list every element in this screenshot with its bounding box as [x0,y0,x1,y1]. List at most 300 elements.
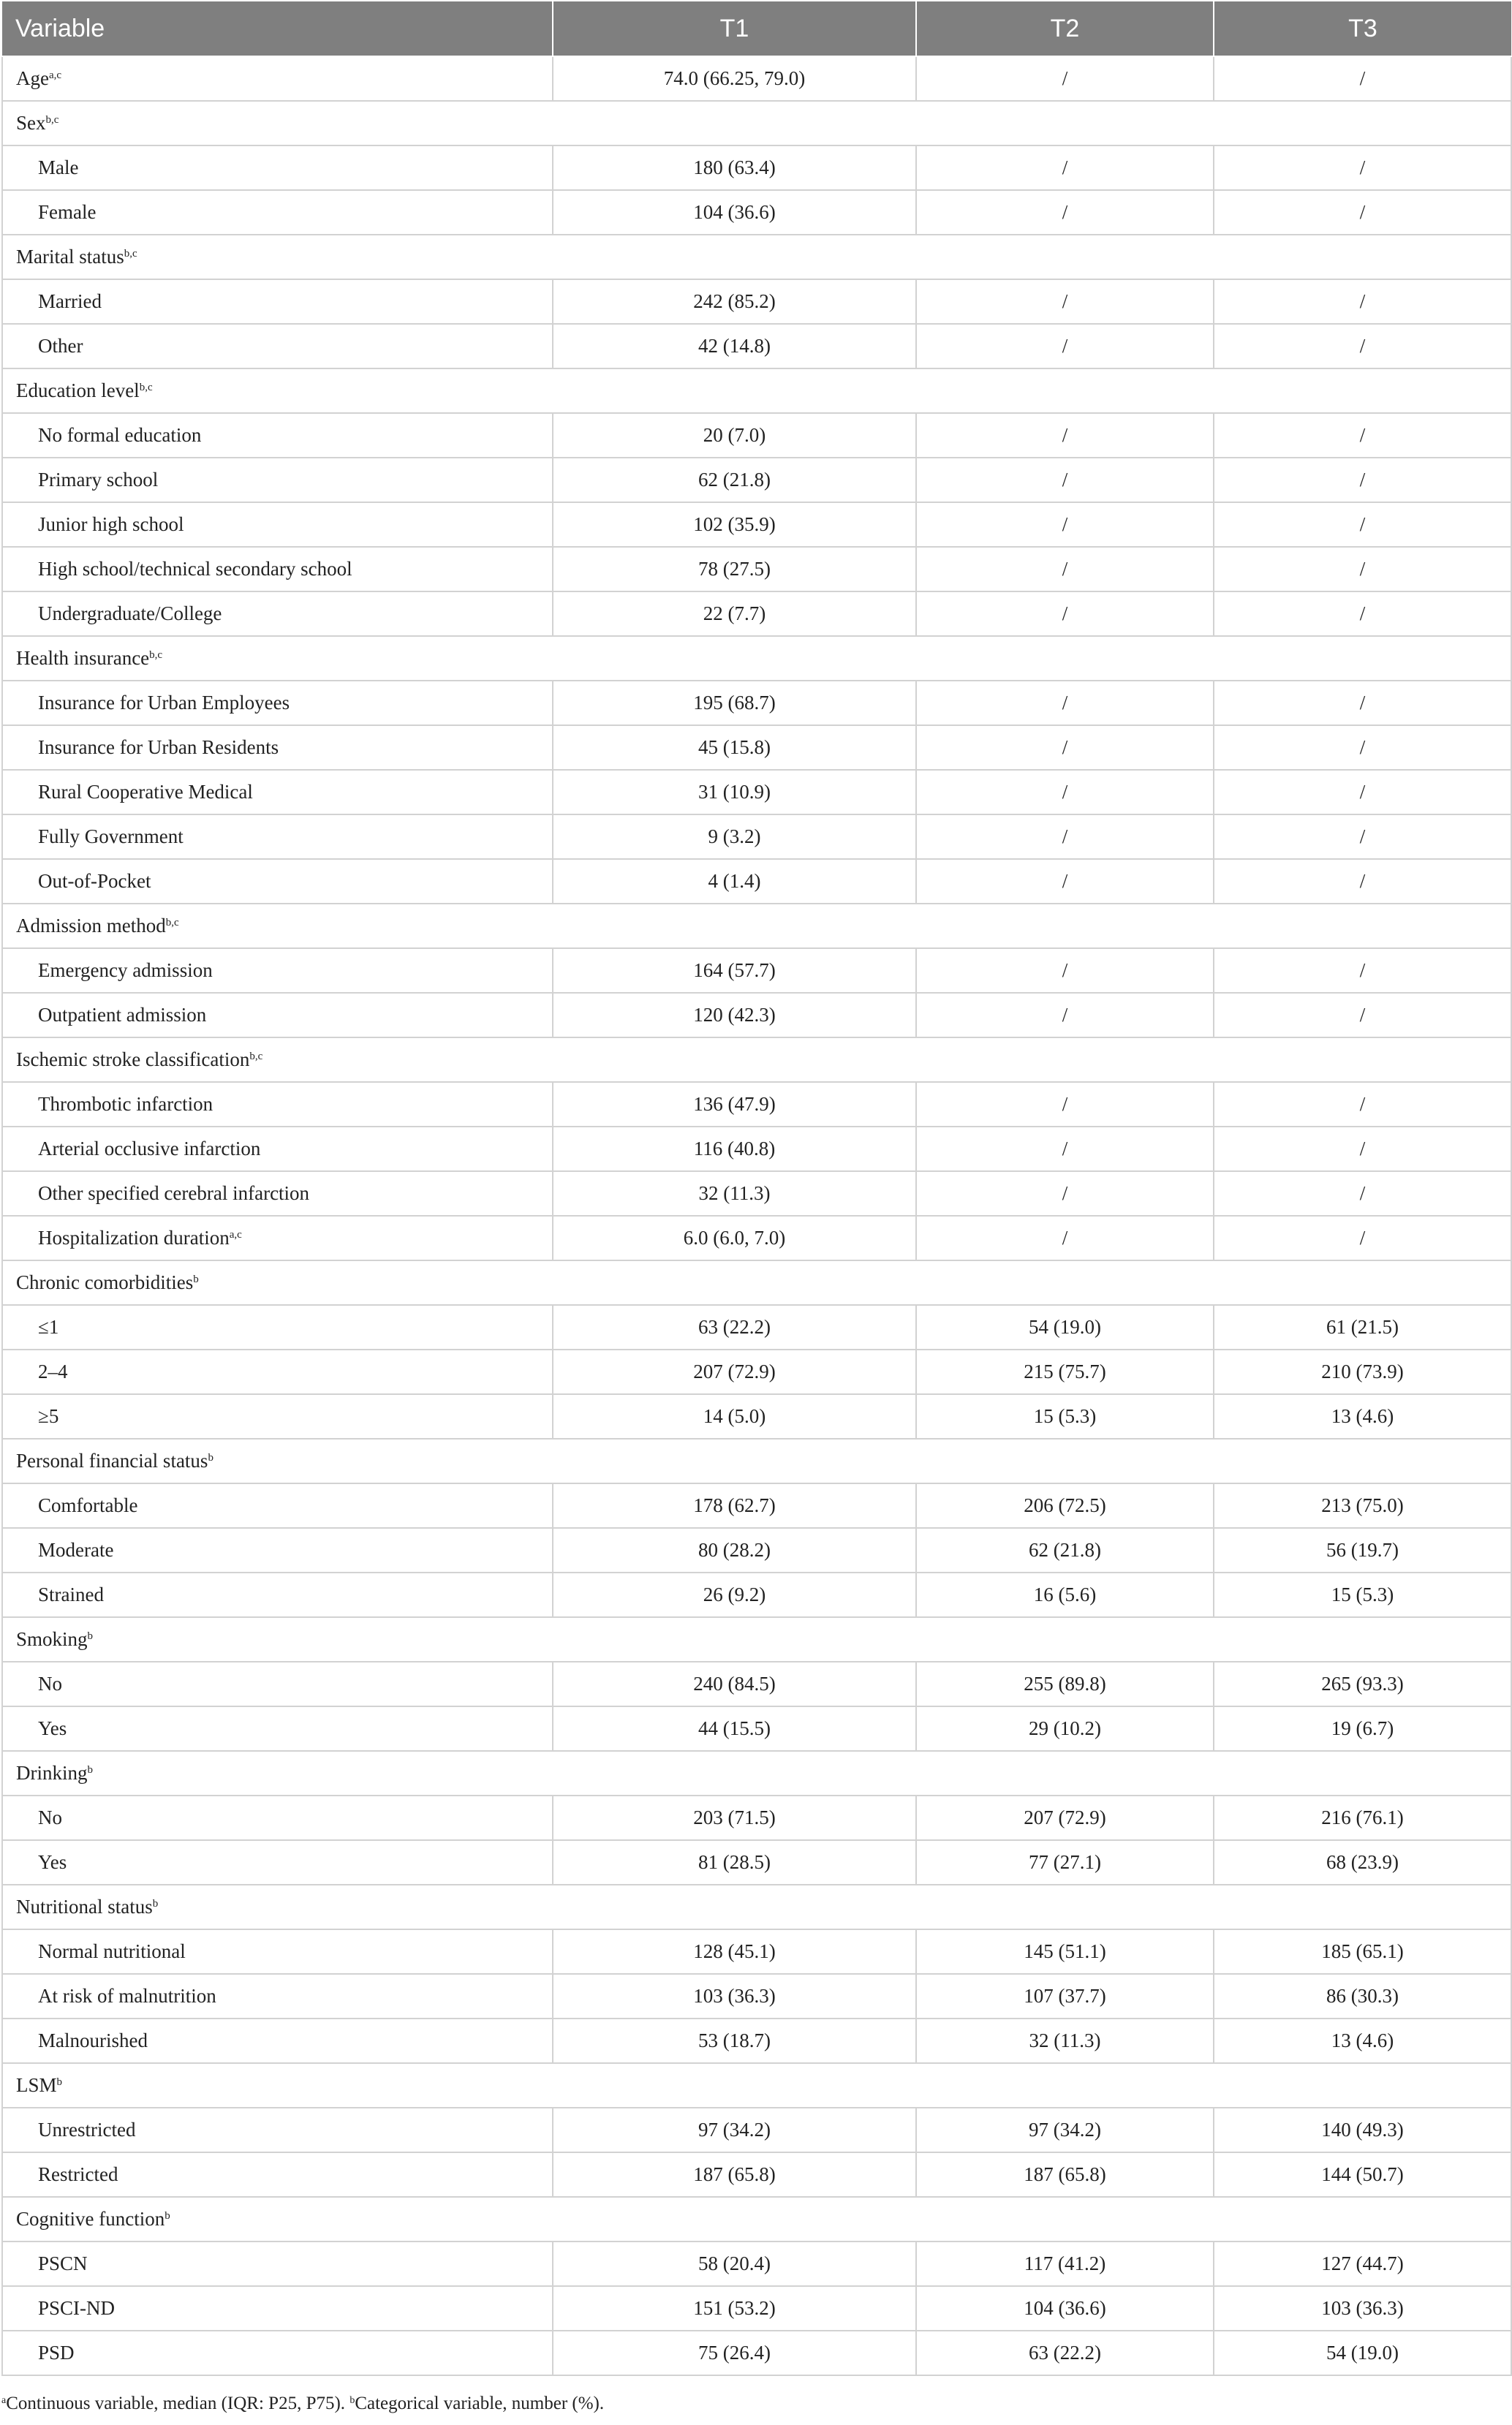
value-cell-t1: 120 (42.3) [553,993,916,1037]
value-cell-t2: 77 (27.1) [916,1840,1214,1885]
variable-label: Chronic comorbidities [16,1271,194,1293]
value-cell-t3: / [1214,814,1511,859]
variable-label: Drinking [16,1762,88,1784]
group-empty-cell [553,1885,1511,1929]
variable-label: Fully Government [38,825,184,847]
value-cell-t1: 136 (47.9) [553,1082,916,1127]
value-cell-t3: / [1214,1171,1511,1216]
value-cell-t1: 187 (65.8) [553,2152,916,2197]
footnote-superscript: b [56,2076,63,2088]
variable-label: High school/technical secondary school [38,558,352,580]
variable-cell [2,1929,553,1974]
table-row [2,1573,1511,1617]
variable-label: Junior high school [38,513,184,535]
variable-cell [2,547,553,591]
variable-cell [2,1216,553,1260]
table-row [2,1127,1511,1171]
variable-cell [2,814,553,859]
value-cell-t3: 127 (44.7) [1214,2241,1511,2286]
variable-cell [2,1974,553,2019]
variable-cell [2,1127,553,1171]
table-group-row [2,2063,1511,2108]
group-label-cell [2,1439,553,1483]
value-cell-t2: / [916,725,1214,770]
group-label-cell [2,1751,553,1796]
value-cell-t3: 265 (93.3) [1214,1662,1511,1706]
value-cell-t3: 56 (19.7) [1214,1528,1511,1573]
table-row [2,279,1511,324]
variable-cell [2,279,553,324]
footnote-superscript: b [193,1274,199,1285]
group-label-cell [2,904,553,948]
value-cell-t2: / [916,145,1214,190]
value-cell-t1: 207 (72.9) [553,1350,916,1394]
variable-label: Personal financial status [16,1450,208,1472]
value-cell-t3: 216 (76.1) [1214,1796,1511,1840]
table-row [2,1394,1511,1439]
variable-cell [2,681,553,725]
variable-cell [2,1573,553,1617]
column-header-t2: T2 [916,1,1214,56]
footnote-superscript: b,c [139,382,153,393]
value-cell-t3: / [1214,770,1511,814]
value-cell-t3: / [1214,56,1511,101]
variable-label: Marital status [16,246,124,268]
value-cell-t3: 213 (75.0) [1214,1483,1511,1528]
table-body [2,56,1511,2375]
footnote-superscript: b,c [165,917,179,928]
table-row [2,1974,1511,2019]
value-cell-t2: 29 (10.2) [916,1706,1214,1751]
table-row [2,324,1511,368]
value-cell-t2: 255 (89.8) [916,1662,1214,1706]
variable-label: Rural Cooperative Medical [38,781,253,803]
value-cell-t2: / [916,859,1214,904]
table-row [2,502,1511,547]
footnote-superscript: b,c [124,248,137,260]
value-cell-t2: / [916,324,1214,368]
value-cell-t1: 53 (18.7) [553,2019,916,2063]
variable-cell [2,2286,553,2331]
footnote-superscript: b [152,1898,159,1910]
variable-cell [2,1796,553,1840]
variable-label: Strained [38,1584,104,1605]
table-row [2,2286,1511,2331]
value-cell-t3: 13 (4.6) [1214,1394,1511,1439]
table-row [2,145,1511,190]
group-empty-cell [553,1037,1511,1082]
variable-cell [2,1528,553,1573]
value-cell-t2: 206 (72.5) [916,1483,1214,1528]
value-cell-t1: 63 (22.2) [553,1305,916,1350]
table-group-row [2,1885,1511,1929]
group-label-cell [2,636,553,681]
column-header-t3: T3 [1214,1,1511,56]
footnote-superscript: a,c [48,69,62,81]
baseline-characteristics-table [1,1,1512,2376]
value-cell-t2: / [916,1082,1214,1127]
value-cell-t1: 31 (10.9) [553,770,916,814]
variable-label: LSM [16,2074,57,2096]
group-label-cell [2,235,553,279]
value-cell-t1: 203 (71.5) [553,1796,916,1840]
value-cell-t3: / [1214,948,1511,993]
value-cell-t2: / [916,1216,1214,1260]
column-header-variable: Variable [2,1,553,56]
value-cell-t1: 164 (57.7) [553,948,916,993]
value-cell-t3: 185 (65.1) [1214,1929,1511,1974]
variable-label: ≤1 [38,1316,59,1338]
value-cell-t2: 54 (19.0) [916,1305,1214,1350]
value-cell-t1: 97 (34.2) [553,2108,916,2152]
variable-label: No [38,1807,62,1828]
variable-cell [2,1394,553,1439]
footnote-marker-b: b [349,2395,355,2406]
variable-label: Health insurance [16,647,150,669]
value-cell-t2: / [916,279,1214,324]
table-row [2,1662,1511,1706]
value-cell-t1: 103 (36.3) [553,1974,916,2019]
variable-cell [2,1840,553,1885]
table-group-row [2,368,1511,413]
table-row [2,1528,1511,1573]
variable-cell [2,770,553,814]
variable-label: Moderate [38,1539,114,1561]
variable-cell [2,2152,553,2197]
table-row [2,190,1511,235]
footnote-superscript: b [87,1764,93,1776]
table-row [2,591,1511,636]
value-cell-t1: 104 (36.6) [553,190,916,235]
group-label-cell [2,1260,553,1305]
value-cell-t3: 210 (73.9) [1214,1350,1511,1394]
value-cell-t3: 13 (4.6) [1214,2019,1511,2063]
table-row [2,859,1511,904]
variable-label: No formal education [38,424,202,446]
variable-label: Primary school [38,469,159,491]
group-label-cell [2,2197,553,2241]
value-cell-t2: / [916,413,1214,458]
value-cell-t1: 26 (9.2) [553,1573,916,1617]
variable-cell [2,1483,553,1528]
value-cell-t1: 6.0 (6.0, 7.0) [553,1216,916,1260]
table-group-row [2,1439,1511,1483]
variable-label: Unrestricted [38,2119,136,2141]
table-row [2,770,1511,814]
value-cell-t3: / [1214,591,1511,636]
variable-label: 2–4 [38,1361,68,1382]
value-cell-t2: / [916,190,1214,235]
table-row [2,681,1511,725]
value-cell-t2: 215 (75.7) [916,1350,1214,1394]
variable-cell [2,993,553,1037]
value-cell-t1: 44 (15.5) [553,1706,916,1751]
footnote-superscript: b [208,1452,213,1464]
value-cell-t2: / [916,948,1214,993]
value-cell-t2: / [916,1127,1214,1171]
footnote-superscript: a,c [229,1229,242,1241]
value-cell-t1: 22 (7.7) [553,591,916,636]
value-cell-t1: 58 (20.4) [553,2241,916,2286]
value-cell-t3: / [1214,1216,1511,1260]
variable-label: Malnourished [38,2029,148,2051]
table-row [2,56,1511,101]
variable-label: Other specified cerebral infarction [38,1182,310,1204]
group-empty-cell [553,1751,1511,1796]
value-cell-t2: 207 (72.9) [916,1796,1214,1840]
table-group-row [2,636,1511,681]
value-cell-t3: 86 (30.3) [1214,1974,1511,2019]
footnote-marker-a: a [1,2395,7,2406]
table-row [2,1305,1511,1350]
value-cell-t2: / [916,1171,1214,1216]
value-cell-t1: 242 (85.2) [553,279,916,324]
value-cell-t1: 75 (26.4) [553,2331,916,2375]
value-cell-t2: 107 (37.7) [916,1974,1214,2019]
table-row [2,2241,1511,2286]
table-row [2,948,1511,993]
value-cell-t1: 14 (5.0) [553,1394,916,1439]
value-cell-t3: / [1214,279,1511,324]
value-cell-t1: 9 (3.2) [553,814,916,859]
value-cell-t2: 145 (51.1) [916,1929,1214,1974]
variable-cell [2,948,553,993]
variable-label: At risk of malnutrition [38,1985,216,2007]
column-header-t1: T1 [553,1,916,56]
group-empty-cell [553,904,1511,948]
value-cell-t2: 32 (11.3) [916,2019,1214,2063]
value-cell-t3: / [1214,725,1511,770]
value-cell-t3: / [1214,145,1511,190]
value-cell-t1: 78 (27.5) [553,547,916,591]
variable-cell [2,2241,553,2286]
variable-cell [2,2108,553,2152]
table-row [2,413,1511,458]
value-cell-t2: 117 (41.2) [916,2241,1214,2286]
group-empty-cell [553,636,1511,681]
group-empty-cell [553,368,1511,413]
variable-cell [2,324,553,368]
value-cell-t1: 128 (45.1) [553,1929,916,1974]
table-group-row [2,1751,1511,1796]
table-row [2,2152,1511,2197]
table-row [2,725,1511,770]
variable-label: Out-of-Pocket [38,870,151,892]
value-cell-t3: / [1214,502,1511,547]
table-group-row [2,1037,1511,1082]
value-cell-t1: 195 (68.7) [553,681,916,725]
value-cell-t2: 63 (22.2) [916,2331,1214,2375]
group-empty-cell [553,2063,1511,2108]
value-cell-t3: / [1214,1082,1511,1127]
variable-cell [2,2019,553,2063]
table-row [2,1796,1511,1840]
variable-cell [2,591,553,636]
variable-cell [2,2331,553,2375]
table-group-row [2,2197,1511,2241]
variable-label: PSD [38,2342,75,2364]
table-group-row [2,1260,1511,1305]
group-empty-cell [553,1439,1511,1483]
variable-label: PSCI-ND [38,2297,116,2319]
value-cell-t2: / [916,458,1214,502]
variable-label: Yes [38,1851,67,1873]
variable-label: Comfortable [38,1494,138,1516]
footnote-superscript: b,c [149,649,163,661]
group-empty-cell [553,235,1511,279]
value-cell-t2: / [916,502,1214,547]
value-cell-t1: 42 (14.8) [553,324,916,368]
value-cell-t3: 103 (36.3) [1214,2286,1511,2331]
variable-label: Smoking [16,1628,88,1650]
footnote-superscript: b [87,1630,94,1642]
footnote-text-b: Categorical variable, number (%). [355,2394,605,2413]
value-cell-t3: 68 (23.9) [1214,1840,1511,1885]
variable-label: Cognitive function [16,2208,165,2230]
variable-label: Hospitalization duration [38,1227,230,1249]
variable-label: Normal nutritional [38,1940,186,1962]
table-row [2,1082,1511,1127]
table-row [2,547,1511,591]
variable-label: Nutritional status [16,1896,153,1918]
value-cell-t1: 240 (84.5) [553,1662,916,1706]
value-cell-t3: / [1214,190,1511,235]
value-cell-t1: 178 (62.7) [553,1483,916,1528]
group-label-cell [2,368,553,413]
group-label-cell [2,1885,553,1929]
value-cell-t3: / [1214,458,1511,502]
table-row [2,1350,1511,1394]
group-empty-cell [553,1260,1511,1305]
value-cell-t2: / [916,770,1214,814]
value-cell-t3: 15 (5.3) [1214,1573,1511,1617]
variable-label: Sex [16,112,46,134]
variable-label: No [38,1673,62,1695]
variable-label: ≥5 [38,1405,59,1427]
variable-label: Other [38,335,83,357]
table-row [2,1929,1511,1974]
variable-cell [2,458,553,502]
footnote-text-a: Continuous variable, median (IQR: P25, P75). [6,2394,350,2413]
value-cell-t2: 187 (65.8) [916,2152,1214,2197]
variable-label: Arterial occlusive infarction [38,1138,261,1159]
variable-label: Male [38,156,79,178]
table-row [2,993,1511,1037]
group-label-cell [2,2063,553,2108]
value-cell-t1: 116 (40.8) [553,1127,916,1171]
footnote-superscript: b,c [249,1051,263,1062]
variable-label: Admission method [16,915,166,937]
variable-label: Undergraduate/College [38,602,222,624]
variable-label: PSCN [38,2252,88,2274]
variable-label: Ischemic stroke classification [16,1048,250,1070]
value-cell-t3: 140 (49.3) [1214,2108,1511,2152]
value-cell-t1: 4 (1.4) [553,859,916,904]
table-row [2,2019,1511,2063]
variable-label: Thrombotic infarction [38,1093,213,1115]
group-empty-cell [553,1617,1511,1662]
variable-cell [2,190,553,235]
table-row [2,814,1511,859]
variable-label: Married [38,290,102,312]
value-cell-t1: 180 (63.4) [553,145,916,190]
variable-label: Emergency admission [38,959,213,981]
footnote-superscript: b,c [45,114,59,126]
value-cell-t3: / [1214,324,1511,368]
table-group-row [2,904,1511,948]
table-group-row [2,101,1511,145]
table-row [2,458,1511,502]
value-cell-t1: 102 (35.9) [553,502,916,547]
group-empty-cell [553,101,1511,145]
value-cell-t3: 19 (6.7) [1214,1706,1511,1751]
variable-cell [2,502,553,547]
variable-label: Restricted [38,2163,118,2185]
table-row [2,1216,1511,1260]
value-cell-t2: / [916,56,1214,101]
group-label-cell [2,1617,553,1662]
value-cell-t2: 97 (34.2) [916,2108,1214,2152]
value-cell-t3: / [1214,681,1511,725]
value-cell-t1: 81 (28.5) [553,1840,916,1885]
variable-cell [2,1305,553,1350]
variable-label: Age [16,67,49,89]
value-cell-t2: 16 (5.6) [916,1573,1214,1617]
value-cell-t3: 54 (19.0) [1214,2331,1511,2375]
table-row [2,1171,1511,1216]
variable-cell [2,859,553,904]
value-cell-t3: 61 (21.5) [1214,1305,1511,1350]
value-cell-t2: 62 (21.8) [916,1528,1214,1573]
value-cell-t3: / [1214,1127,1511,1171]
value-cell-t1: 20 (7.0) [553,413,916,458]
variable-cell [2,145,553,190]
variable-cell [2,413,553,458]
value-cell-t1: 74.0 (66.25, 79.0) [553,56,916,101]
value-cell-t2: / [916,681,1214,725]
value-cell-t2: / [916,814,1214,859]
value-cell-t2: 15 (5.3) [916,1394,1214,1439]
table-row [2,2108,1511,2152]
value-cell-t3: / [1214,547,1511,591]
value-cell-t2: / [916,591,1214,636]
value-cell-t3: / [1214,413,1511,458]
value-cell-t2: / [916,547,1214,591]
group-label-cell [2,1037,553,1082]
table-row [2,2331,1511,2375]
variable-label: Female [38,201,97,223]
variable-label: Outpatient admission [38,1004,207,1026]
variable-cell [2,1350,553,1394]
footnote-superscript: b [165,2210,170,2222]
value-cell-t1: 45 (15.8) [553,725,916,770]
variable-label: Yes [38,1717,67,1739]
group-empty-cell [553,2197,1511,2241]
value-cell-t2: / [916,993,1214,1037]
variable-label: Insurance for Urban Residents [38,736,279,758]
group-label-cell [2,101,553,145]
table-group-row [2,235,1511,279]
value-cell-t3: 144 (50.7) [1214,2152,1511,2197]
table-row [2,1483,1511,1528]
variable-label: Insurance for Urban Employees [38,692,290,714]
value-cell-t1: 80 (28.2) [553,1528,916,1573]
variable-cell [2,1662,553,1706]
table-row [2,1840,1511,1885]
table-group-row [2,1617,1511,1662]
table-row [2,1706,1511,1751]
variable-cell [2,725,553,770]
